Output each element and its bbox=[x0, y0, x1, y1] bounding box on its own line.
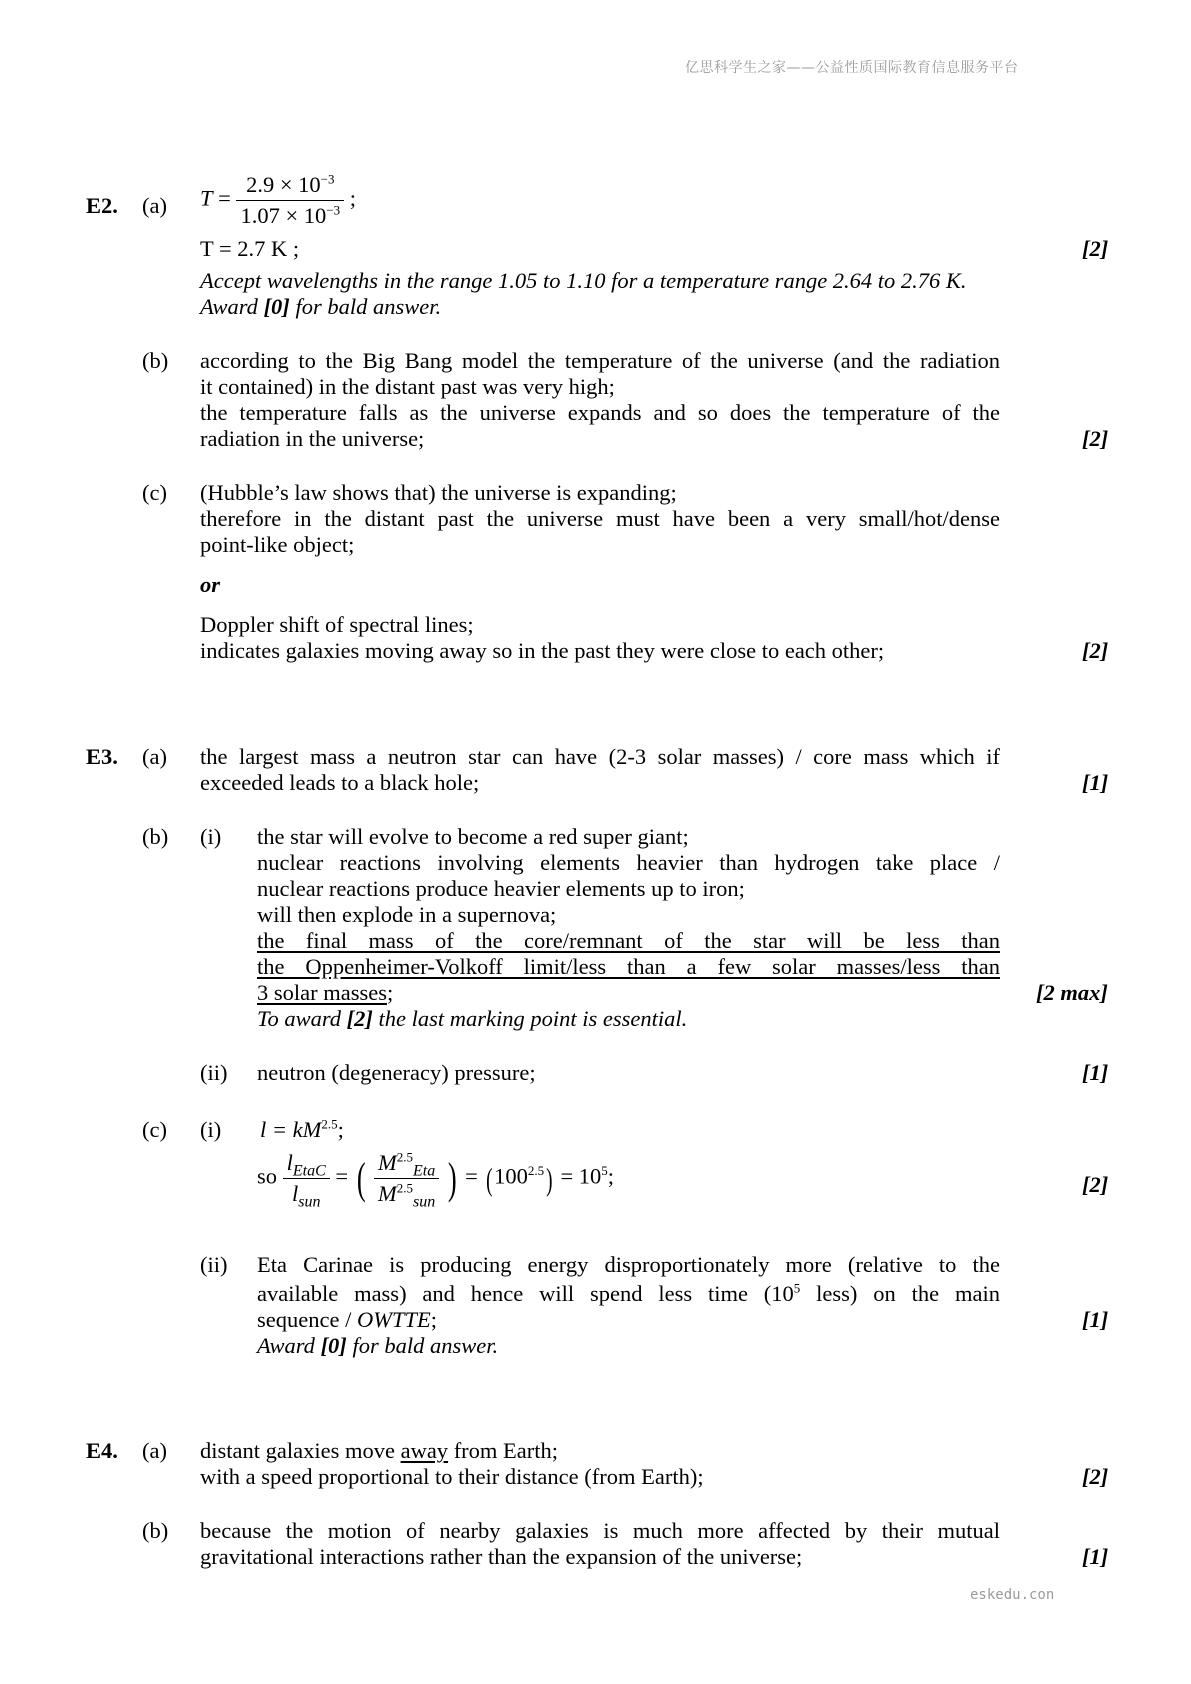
e2-a-note-1: Accept wavelengths in the range 1.05 to 1.10 for a temperature range 2.64 to 2.76 K. bbox=[200, 268, 967, 293]
e3-c-ii-line-1: Eta Carinae is producing energy disproportionately more (relative to the bbox=[257, 1252, 1000, 1277]
denominator-exponent: −3 bbox=[326, 202, 341, 218]
e3-c-i-mark: [2] bbox=[1082, 1172, 1109, 1197]
e3-b-i-line-7: 3 solar masses; bbox=[257, 980, 394, 1005]
fraction-numerator: 2.9 × 10 bbox=[246, 172, 321, 197]
e3-b-label: (b) bbox=[142, 824, 169, 849]
question-number-e4: E4. bbox=[86, 1438, 118, 1463]
e2-b-mark: [2] bbox=[1082, 426, 1109, 451]
fraction-denominator: 1.07 × 10 bbox=[240, 203, 327, 228]
var-T: T bbox=[200, 185, 213, 211]
mass-ratio: $\frac{M^{2.5}_{Eta}}{M^{2.5}_{sun}}$ bbox=[374, 1150, 439, 1207]
e4-b-label: (b) bbox=[142, 1518, 169, 1543]
e4-a-line-2: with a speed proportional to their distance (from Earth); bbox=[200, 1464, 704, 1489]
e2-c-or: or bbox=[200, 572, 221, 597]
footer-watermark: eskedu.con bbox=[970, 1587, 1055, 1603]
e3-a-line-2: exceeded leads to a black hole; bbox=[200, 770, 480, 795]
e2-a-note-2: Award [0] for bald answer. bbox=[200, 294, 442, 319]
e2-c-mark: [2] bbox=[1082, 638, 1109, 663]
e4-a-line-1: distant galaxies move away from Earth; bbox=[200, 1438, 559, 1463]
e2-c-label: (c) bbox=[142, 480, 167, 505]
e3-b-i-line-6: the Oppenheimer-Volkoff limit/less than a few solar masses/less than bbox=[257, 954, 1000, 979]
e2-a-mark: [2] bbox=[1082, 236, 1109, 261]
e2-c-line-2: therefore in the distant past the universe must have been a very small/hot/dense bbox=[200, 506, 1000, 531]
e3-c-ii-mark: [1] bbox=[1082, 1307, 1109, 1332]
e3-b-ii-mark: [1] bbox=[1082, 1060, 1109, 1085]
e2-c-line-1: (Hubble’s law shows that) the universe is expanding; bbox=[200, 480, 677, 505]
e3-c-i-ratio-formula: so $\frac{l_{EtaC}}{l_{sun}}$ = ( $\frac{M^{2.5}_{Eta}}{M^{2.5}_{sun}}$ ) = $(100^{2.5}) = 10^5$; bbox=[257, 1149, 615, 1211]
question-number-e2: E2. bbox=[86, 193, 118, 218]
e3-b-ii-label: (ii) bbox=[200, 1060, 228, 1085]
e3-a-mark: [1] bbox=[1082, 770, 1109, 795]
e4-a-label: (a) bbox=[142, 1438, 167, 1463]
e2-c-line-4: Doppler shift of spectral lines; bbox=[200, 612, 474, 637]
e3-c-i-line-1: $l = kM^{2.5}$; bbox=[260, 1116, 344, 1142]
e3-c-ii-line-3: sequence / OWTTE; bbox=[257, 1307, 437, 1332]
e2-b-label: (b) bbox=[142, 348, 169, 373]
e4-b-line-1: because the motion of nearby galaxies is much more affected by their mutual bbox=[200, 1518, 1000, 1543]
e3-b-i-line-2: nuclear reactions involving elements heavier than hydrogen take place / bbox=[257, 850, 1000, 875]
e2-b-line-1: according to the Big Bang model the temperature of the universe (and the radiation bbox=[200, 348, 1000, 373]
e2-a-formula bbox=[200, 172, 356, 229]
e2-c-line-3: point-like object; bbox=[200, 532, 355, 557]
semicolon: ; bbox=[349, 185, 357, 211]
so-word: so bbox=[257, 1163, 278, 1189]
question-number-e3: E3. bbox=[86, 744, 118, 769]
e3-c-label: (c) bbox=[142, 1117, 167, 1142]
e3-b-ii-line-1: neutron (degeneracy) pressure; bbox=[257, 1060, 536, 1085]
e3-b-i-line-5: the final mass of the core/remnant of the star will be less than bbox=[257, 928, 1000, 953]
e2-b-line-2: it contained) in the distant past was very high; bbox=[200, 374, 615, 399]
e2-a-label: (a) bbox=[142, 193, 167, 218]
e3-a-label: (a) bbox=[142, 744, 167, 769]
e3-b-i-line-3: nuclear reactions produce heavier elements up to iron; bbox=[257, 876, 745, 901]
e3-c-ii-note: Award [0] for bald answer. bbox=[257, 1333, 499, 1358]
e3-b-i-line-4: will then explode in a supernova; bbox=[257, 902, 557, 927]
e2-a-result: T = 2.7 K ; bbox=[200, 236, 300, 261]
e4-a-mark: [2] bbox=[1082, 1464, 1109, 1489]
equals-sign: = bbox=[218, 185, 231, 211]
e3-b-i-line-1: the star will evolve to become a red super giant; bbox=[257, 824, 689, 849]
e4-b-line-2: gravitational interactions rather than the expansion of the universe; bbox=[200, 1544, 803, 1569]
e3-c-ii-label: (ii) bbox=[200, 1252, 228, 1277]
e3-c-ii-line-2: available mass) and hence will spend less time ($10^5$ less) on the main bbox=[257, 1280, 1000, 1306]
e2-b-line-3: the temperature falls as the universe expands and so does the temperature of the bbox=[200, 400, 1000, 425]
temperature-fraction bbox=[236, 172, 344, 229]
numerator-exponent: −3 bbox=[320, 171, 335, 187]
e3-b-i-label: (i) bbox=[200, 824, 222, 849]
e3-a-line-1: the largest mass a neutron star can have (2-3 solar masses) / core mass which if bbox=[200, 744, 1000, 769]
e2-b-line-4: radiation in the universe; bbox=[200, 426, 425, 451]
e3-b-i-note: To award [2] the last marking point is essential. bbox=[257, 1006, 688, 1031]
header-watermark: 亿思科学生之家——公益性质国际教育信息服务平台 bbox=[685, 60, 1019, 76]
e3-b-i-mark: [2 max] bbox=[1036, 980, 1108, 1005]
e3-c-i-label: (i) bbox=[200, 1117, 222, 1142]
luminosity-ratio: $\frac{l_{EtaC}}{l_{sun}}$ bbox=[283, 1150, 330, 1207]
e4-b-mark: [1] bbox=[1082, 1544, 1109, 1569]
e2-c-line-5: indicates galaxies moving away so in the past they were close to each other; bbox=[200, 638, 885, 663]
